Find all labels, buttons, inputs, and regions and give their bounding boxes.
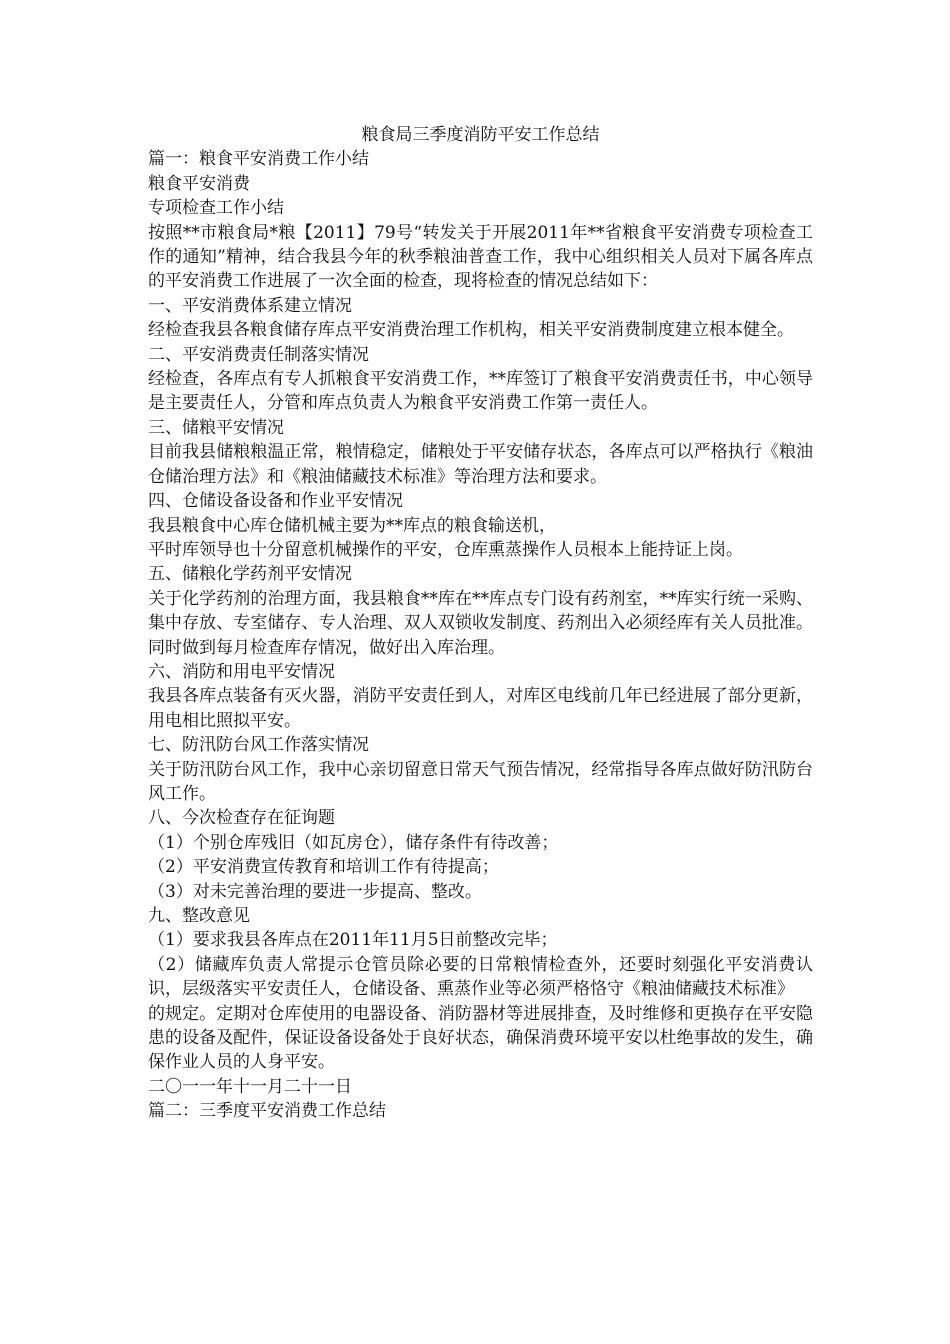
list-item: （1）个别仓库残旧（如瓦房仓），储存条件有待改善； — [148, 832, 559, 853]
paragraph: 经检查，各库点有专人抓粮食平安消费工作，**库签订了粮食平安消费责任书，中心领导是主要责任人，分管和库点负责人为粮食平安消费工作第一责任人。 — [148, 369, 813, 414]
section-heading: 八、今次检查存在征询题 — [148, 808, 335, 829]
paragraph: 关于化学药剂的治理方面，我县粮食**库在**库点专门设有药剂室，**库实行统一采购、集中存放、专室储存、专人治理、双人双锁收发制度、药剂出入必须经库有关人员批准。同时做到每月检查库存情况，做好出入库治理。 — [148, 588, 813, 658]
list-item: （3）对未完善治理的要进一步提高、整改。 — [148, 881, 482, 902]
section-heading: 五、储粮化学药剂平安情况 — [148, 564, 352, 585]
section-heading: 二、平安消费责任制落实情况 — [148, 344, 369, 365]
date-line: 二〇一一年十一月二十一日 — [148, 1076, 352, 1097]
document-title: 粮食局三季度消防平安工作总结 — [361, 125, 600, 145]
paragraph: 目前我县储粮粮温正常，粮情稳定，储粮处于平安储存状态，各库点可以严格执行《粮油仓储治理方法》和《粮油储藏技术标准》等治理方法和要求。 — [148, 442, 813, 487]
paragraph: 按照**市粮食局*粮【2011】79号“转发关于开展2011年**省粮食平安消费专项检查工作的通知”精神，结合我县今年的秋季粮油普查工作，我中心组织相关人员对下属各库点的平安消费工作进展了一次全面的检查，现将检查的情况总结如下： — [148, 222, 813, 292]
section-heading: 篇二：三季度平安消费工作总结 — [148, 1101, 386, 1122]
section-heading: 一、平安消费体系建立情况 — [148, 295, 352, 316]
section-heading: 七、防汛防台风工作落实情况 — [148, 735, 369, 756]
document-body — [148, 147, 813, 1123]
section-heading: 九、整改意见 — [148, 906, 250, 926]
paragraph: 经检查我县各粮食储存库点平安消费治理工作机构，相关平安消费制度建立根本健全。 — [148, 320, 794, 341]
list-item: （1）要求我县各库点在2011年11月5日前整改完毕； — [148, 930, 558, 951]
list-item: （2）平安消费宣传教育和培训工作有待提高； — [148, 857, 499, 878]
paragraph: 的规定。定期对仓库使用的电器设备、消防器材等进展排查，及时维修和更换存在平安隐患的设备及配件，保证设备设备处于良好状态，确保消费环境平安以杜绝事故的发生，确保作业人员的人身平安。 — [148, 1003, 813, 1073]
paragraph: 专项检查工作小结 — [148, 198, 284, 219]
section-heading: 四、仓储设备设备和作业平安情况 — [148, 491, 403, 512]
document-page — [148, 123, 813, 1124]
paragraph: 关于防汛防台风工作，我中心亲切留意日常天气预告情况，经常指导各库点做好防汛防台风工作。 — [148, 759, 813, 804]
section-heading: 六、消防和用电平安情况 — [148, 661, 335, 682]
section-heading: 三、储粮平安情况 — [148, 417, 284, 438]
paragraph: 平时库领导也十分留意机械操作的平安，仓库熏蒸操作人员根本上能持证上岗。 — [148, 539, 743, 560]
paragraph: 篇一：粮食平安消费工作小结 — [148, 149, 369, 170]
paragraph: 我县粮食中心库仓储机械主要为**库点的粮食输送机， — [148, 515, 556, 536]
list-item: （2）储藏库负责人常提示仓管员除必要的日常粮情检查外，还要时刻强化平安消费认识，层级落实平安责任人，仓储设备、熏蒸作业等必须严格恪守《粮油储藏技术标准》 — [148, 954, 813, 1000]
paragraph: 我县各库点装备有灭火器，消防平安责任到人，对库区电线前几年已经进展了部分更新，用电相比照拟平安。 — [148, 686, 813, 731]
paragraph: 粮食平安消费 — [148, 173, 250, 194]
